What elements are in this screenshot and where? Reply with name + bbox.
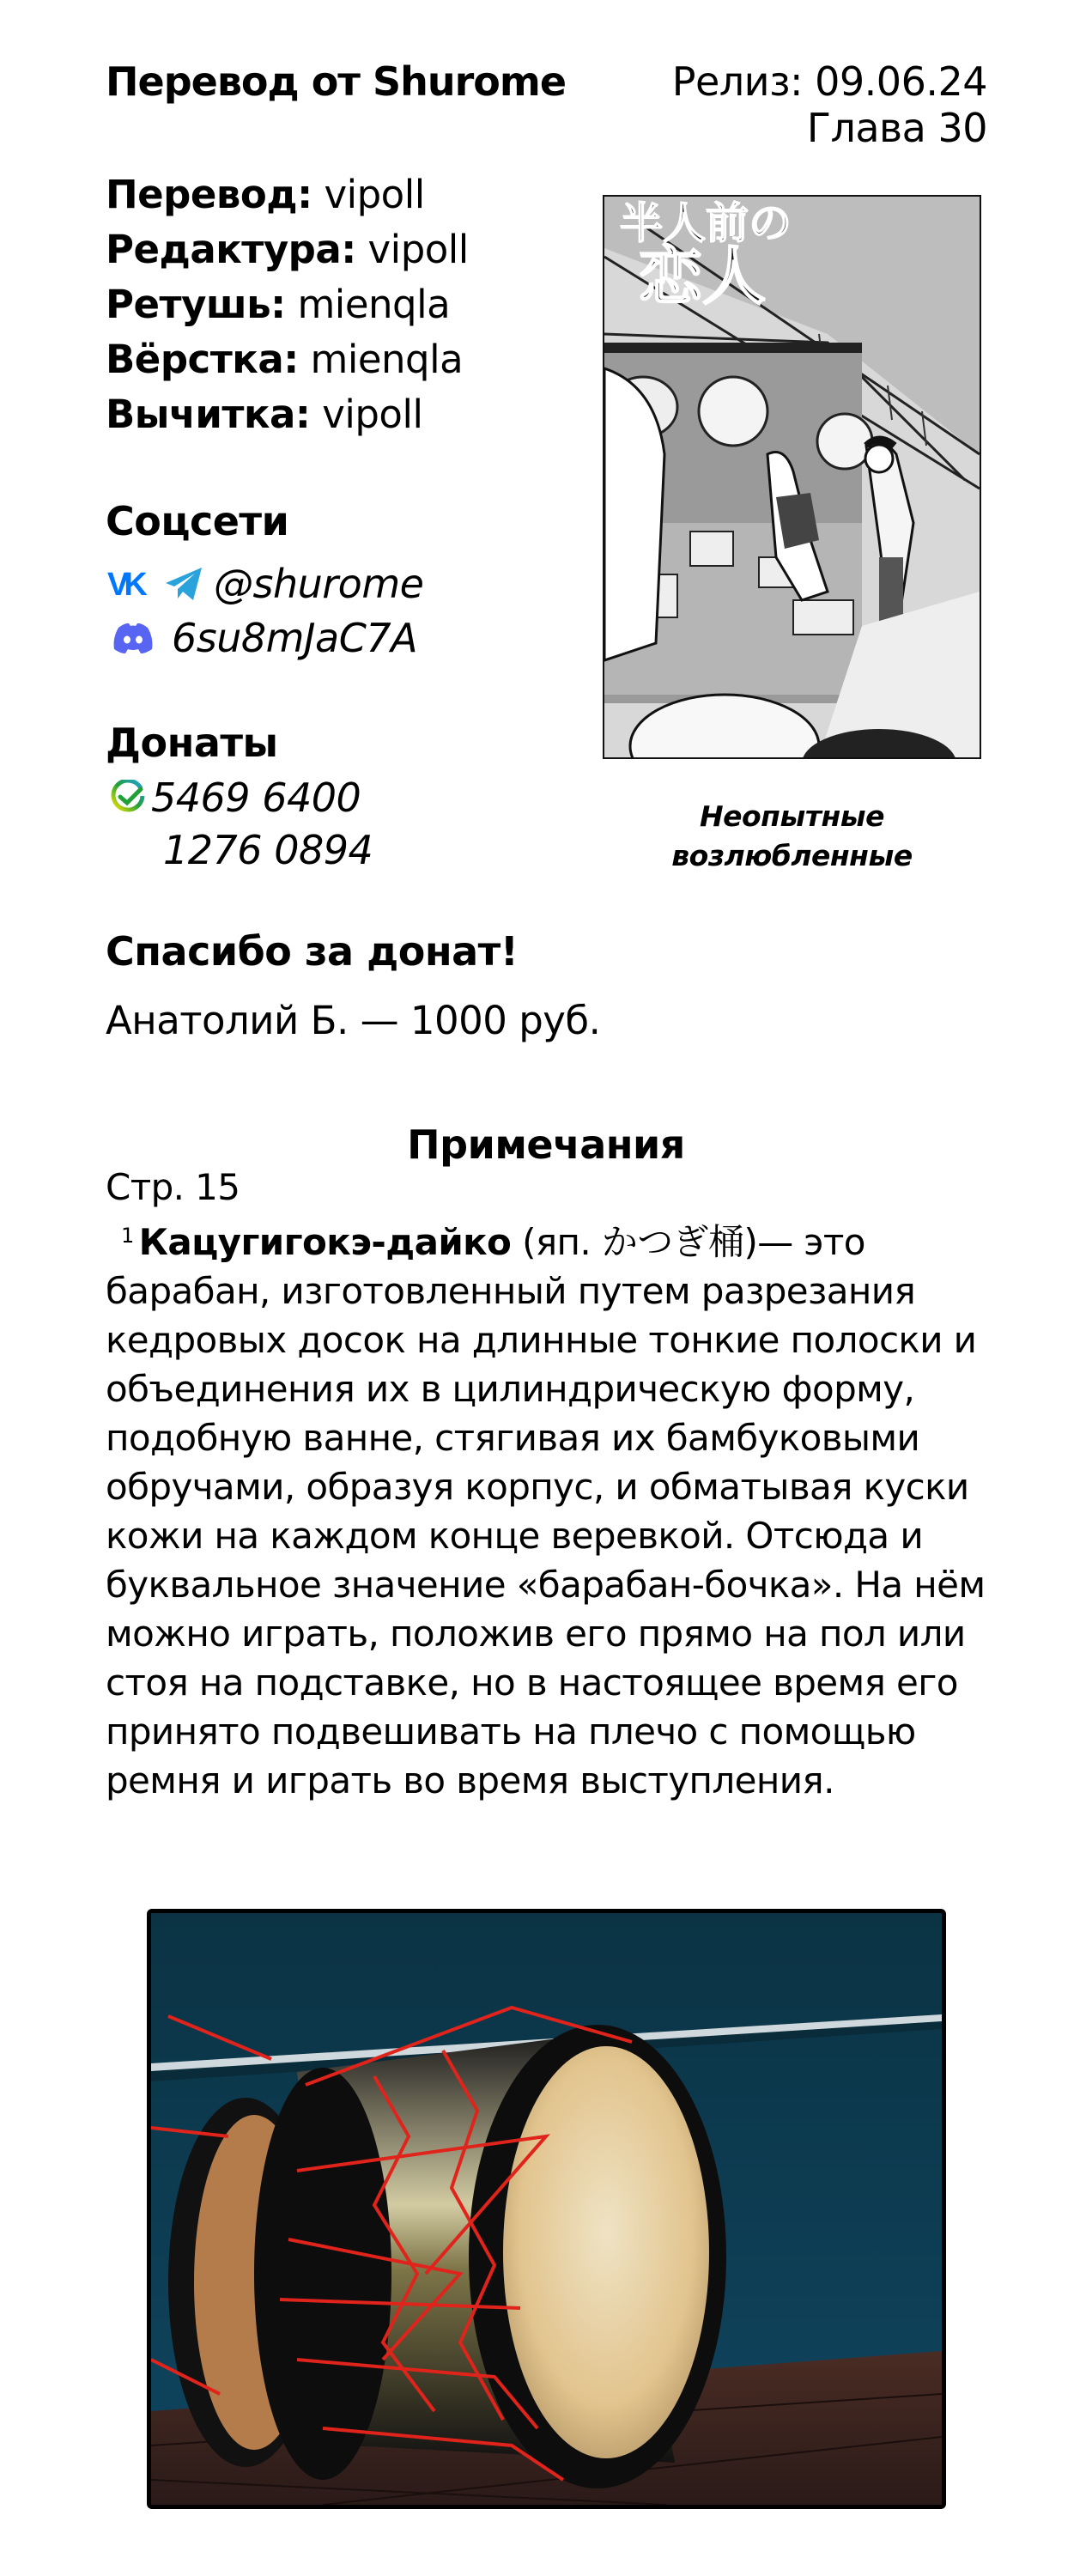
vk-icon[interactable] [107, 568, 155, 599]
svg-text:VK: VK [107, 568, 143, 599]
credit-translation: Перевод: vipoll [106, 172, 425, 217]
svg-text:恋人: 恋人 [639, 240, 766, 313]
credit-typesetting: Вёрстка: mienqla [106, 337, 464, 382]
page-title: Перевод от Shurome [106, 58, 567, 105]
footnote-term-jp: (яп. かつぎ桶) [511, 1221, 758, 1263]
donation-card-row-1 [110, 773, 361, 823]
footnote-term: Кацугигокэ-дайко [138, 1221, 512, 1263]
svg-text:半人前の: 半人前の [620, 197, 792, 248]
card-number-part-1[interactable]: 5469 6400 [151, 775, 361, 821]
social-row-discord [112, 614, 417, 662]
notes-heading: Примечания [407, 1121, 685, 1168]
footnote-number: 1 [121, 1224, 134, 1248]
card-number-part-2[interactable]: 1276 0894 [163, 827, 373, 873]
release-info [672, 58, 987, 151]
credit-proofreading: Вычитка: vipoll [106, 392, 423, 437]
notes-body [106, 1163, 1016, 1805]
credit-editing: Редактура: vipoll [106, 227, 469, 272]
footnote-text: — это барабан, изготовленный путем разрезания кедровых досок на длинные тонкие полоски и объединения их в цилиндрическую форму, подобную ванне, стягивая их бамбуковыми обручами, образуя корпус, и обматывая куски кожи на каждом конце веревкой. Отсюда и буквальное значение «барабан-бочка». На нём можно играть, положив его прямо на пол или стоя на подставке, но в настоящее время его принято подвешивать на плечо с помощью ремня и играть во время выступления. [106, 1221, 986, 1801]
cover-caption: Неопытные возлюбленные [671, 799, 913, 872]
social-row-vk-telegram [107, 560, 423, 608]
socials-heading: Соцсети [106, 498, 289, 544]
release-date: Релиз: 09.06.24 [671, 58, 987, 105]
telegram-icon[interactable] [164, 566, 203, 602]
manga-cover-image [603, 195, 981, 759]
credit-retouch: Ретушь: mienqla [106, 282, 451, 327]
discord-invite-code[interactable]: 6su8mJaC7A [172, 615, 418, 661]
page-reference: Стр. 15 [106, 1166, 240, 1208]
footnote [106, 1212, 1016, 1805]
drum-photo [147, 1909, 946, 2509]
thanks-heading: Спасибо за донат! [106, 928, 519, 975]
sber-icon [110, 780, 146, 816]
discord-icon[interactable] [112, 621, 155, 655]
donor-entry: Анатолий Б. — 1000 руб. [106, 998, 601, 1043]
credits-list [106, 167, 469, 442]
donations-heading: Донаты [106, 720, 278, 766]
social-handle[interactable]: @shurome [214, 561, 424, 607]
chapter-number: Глава 30 [806, 105, 987, 151]
